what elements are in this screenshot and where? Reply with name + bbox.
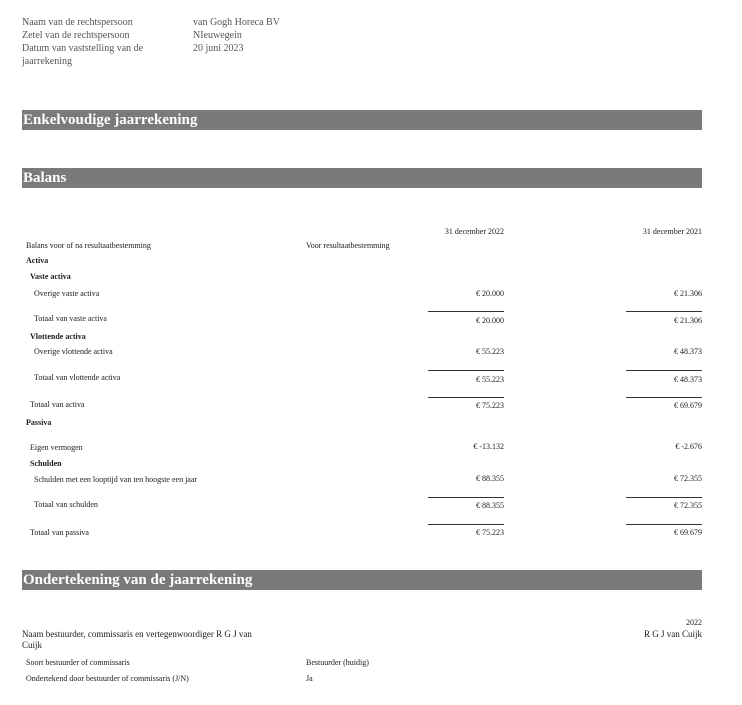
signatory-name-label-line2: Cuijk [22, 640, 43, 650]
totaal-vlottende-activa-label: Totaal van vlottende activa [34, 373, 121, 382]
totaal-passiva-2021: € 69.679 [674, 528, 702, 537]
adoption-date-label-line2: jaarrekening [22, 56, 72, 67]
subtotal-rule [626, 311, 702, 312]
director-type-value: Bestuurder (huidig) [306, 658, 369, 667]
signing-year: 2022 [686, 618, 702, 627]
schulden-kort-2022: € 88.355 [476, 474, 504, 483]
schulden-heading: Schulden [30, 459, 62, 468]
section-annual-accounts: Enkelvoudige jaarrekening [22, 110, 702, 130]
overige-vlottende-activa-2021: € 48.373 [674, 347, 702, 356]
activa-heading: Activa [26, 256, 49, 265]
subtotal-rule [626, 370, 702, 371]
entity-name-value: van Gogh Horeca BV [193, 17, 280, 28]
overige-vlottende-activa-label: Overige vlottende activa [34, 347, 113, 356]
entity-seat-value: NIeuwegein [193, 30, 242, 41]
adoption-date-label-line1: Datum van vaststelling van de [22, 43, 144, 54]
col-header-2021: 31 december 2021 [642, 227, 702, 236]
vlottende-activa-heading: Vlottende activa [30, 332, 86, 341]
totaal-vaste-activa-2022: € 20.000 [476, 316, 504, 325]
overige-vaste-activa-2021: € 21.306 [674, 289, 702, 298]
totaal-passiva-label: Totaal van passiva [30, 528, 89, 537]
col-header-2022: 31 december 2022 [444, 227, 504, 236]
subtotal-rule [428, 370, 504, 371]
meta-values [193, 16, 280, 55]
signatory-name-label-line1: Naam bestuurder, commissaris en vertegenwoordiger R G J van [22, 629, 252, 639]
totaal-schulden-2022: € 88.355 [476, 501, 504, 510]
eigen-vermogen-2022: € -13.132 [473, 442, 504, 451]
total-rule [626, 397, 702, 398]
totaal-schulden-2021: € 72.355 [674, 501, 702, 510]
subtotal-rule [428, 311, 504, 312]
totaal-vlottende-activa-2021: € 48.373 [674, 375, 702, 384]
subtotal-rule [626, 497, 702, 498]
totaal-passiva-2022: € 75.223 [476, 528, 504, 537]
schulden-kort-label: Schulden met een looptijd van ten hoogste een jaar [34, 475, 198, 484]
schulden-kort-2021: € 72.355 [674, 474, 702, 483]
overige-vaste-activa-label: Overige vaste activa [34, 289, 100, 298]
balance-basis-value: Voor resultaatbestemming [306, 241, 390, 250]
vaste-activa-heading: Vaste activa [30, 272, 71, 281]
signatory-name-label [22, 629, 312, 651]
total-rule [428, 524, 504, 525]
totaal-activa-2021: € 69.679 [674, 401, 702, 410]
balance-basis-label: Balans voor of na resultaatbestemming [26, 241, 151, 250]
signed-flag-label: Ondertekend door bestuurder of commissaris (J/N) [26, 674, 189, 683]
overige-vlottende-activa-2022: € 55.223 [476, 347, 504, 356]
entity-seat-label: Zetel van de rechtspersoon [22, 30, 130, 41]
entity-name-label: Naam van de rechtspersoon [22, 17, 133, 28]
eigen-vermogen-2021: € -2.676 [675, 442, 702, 451]
passiva-heading: Passiva [26, 418, 52, 427]
total-rule [428, 397, 504, 398]
subtotal-rule [428, 497, 504, 498]
director-type-label: Soort bestuurder of commissaris [26, 658, 130, 667]
totaal-schulden-label: Totaal van schulden [34, 500, 98, 509]
eigen-vermogen-label: Eigen vermogen [30, 443, 83, 452]
totaal-activa-label: Totaal van activa [30, 400, 85, 409]
totaal-vaste-activa-2021: € 21.306 [674, 316, 702, 325]
signed-flag-value: Ja [306, 674, 313, 683]
overige-vaste-activa-2022: € 20.000 [476, 289, 504, 298]
totaal-activa-2022: € 75.223 [476, 401, 504, 410]
meta-labels [22, 16, 143, 68]
signatory-name-value: R G J van Cuijk [643, 629, 702, 639]
totaal-vlottende-activa-2022: € 55.223 [476, 375, 504, 384]
total-rule [626, 524, 702, 525]
section-balance: Balans [22, 168, 702, 188]
totaal-vaste-activa-label: Totaal van vaste activa [34, 314, 107, 323]
section-signing: Ondertekening van de jaarrekening [22, 570, 702, 590]
adoption-date-value: 20 juni 2023 [193, 43, 244, 54]
